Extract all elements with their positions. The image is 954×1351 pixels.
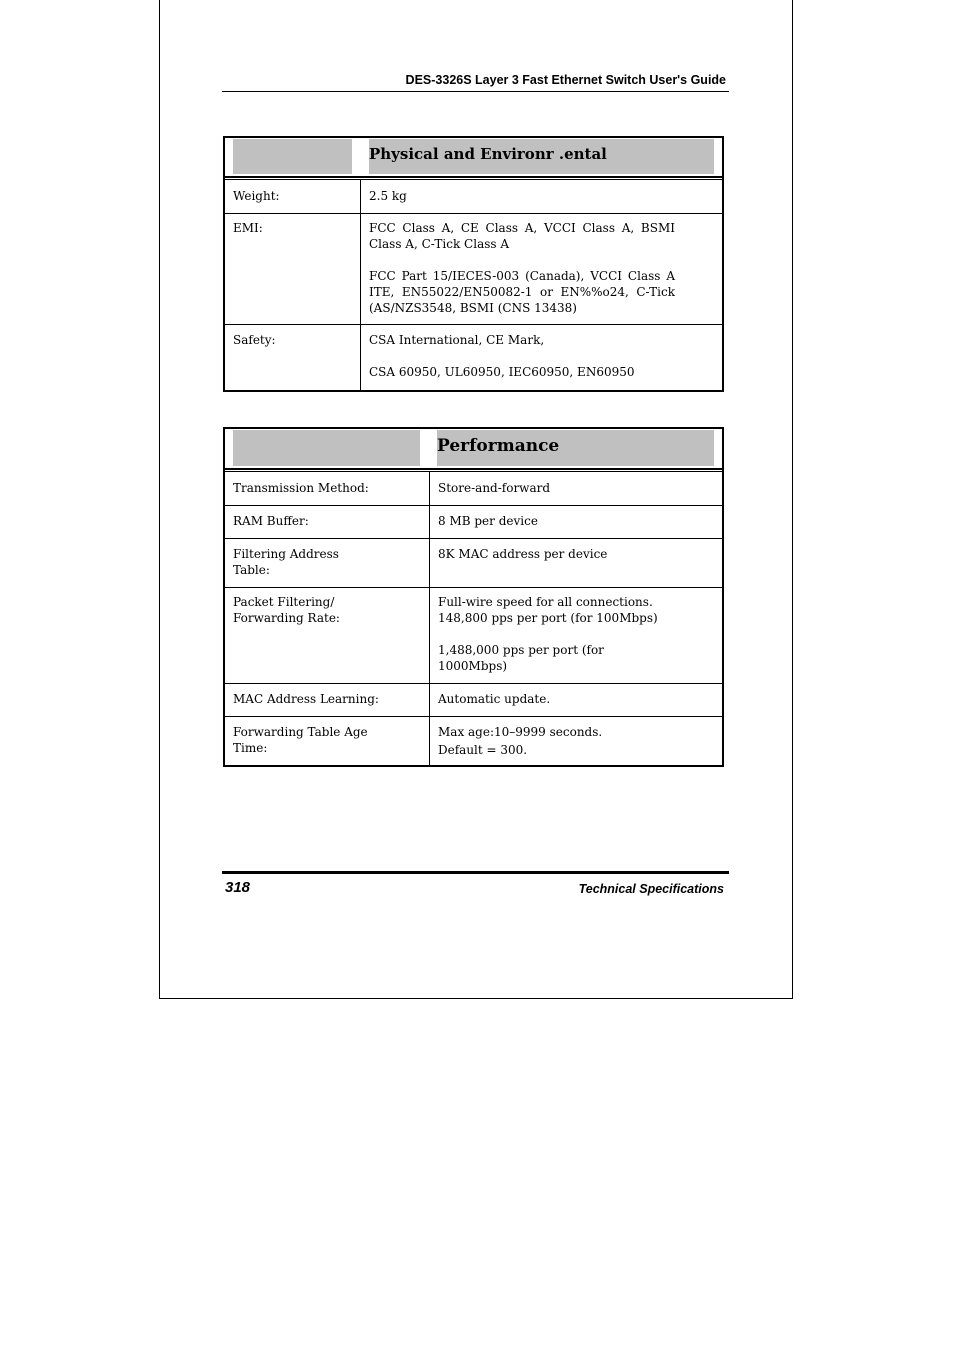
weight-value: 2.5 kg	[369, 189, 407, 203]
performance-row-divider	[225, 587, 722, 588]
performance-title: Performance	[437, 436, 560, 456]
performance-row-divider	[225, 683, 722, 684]
forwarding-table-age-label: Forwarding Table Age Time:	[233, 725, 368, 755]
emi-label: EMI:	[233, 221, 263, 235]
performance-row-divider	[225, 505, 722, 506]
header-rule	[222, 91, 729, 92]
emi-value-2: FCC Part 15/IECES-003 (Canada), VCCI Class A ITE, EN55022/EN50082-1 or EN%%o24, C-Tick (AS/NZS3548, BSMI (CNS 13438)	[369, 269, 675, 315]
performance-column-divider	[429, 472, 430, 765]
performance-header-rule	[225, 468, 722, 470]
transmission-method-value: Store-and-forward	[438, 481, 551, 495]
packet-filtering-value-2: 1,488,000 pps per port (for 1000Mbps)	[438, 643, 604, 673]
filtering-address-table-value: 8K MAC address per device	[438, 547, 608, 561]
forwarding-table-age-value: Max age:10–9999 seconds.	[438, 725, 603, 739]
packet-filtering-value: Full-wire speed for all connections. 148,800 pps per port (for 100Mbps)	[438, 595, 658, 625]
physical-title: Physical and Environr .ental	[369, 145, 607, 163]
forwarding-table-age-value-2: Default = 300.	[438, 743, 528, 757]
filtering-address-table-label: Filtering Address Table:	[233, 547, 339, 577]
ram-buffer-value: 8 MB per device	[438, 514, 538, 528]
physical-table-border	[223, 136, 724, 392]
footer-rule	[222, 871, 729, 874]
performance-header-gap	[420, 430, 437, 466]
physical-header-gap	[352, 139, 369, 174]
ram-buffer-label: RAM Buffer:	[233, 514, 309, 528]
mac-address-learning-value: Automatic update.	[438, 692, 551, 706]
packet-filtering-label: Packet Filtering/ Forwarding Rate:	[233, 595, 340, 625]
mac-address-learning-label: MAC Address Learning:	[233, 692, 379, 706]
physical-row-divider	[225, 324, 722, 325]
emi-value: FCC Class A, CE Class A, VCCI Class A, BSMI Class A, C-Tick Class A	[369, 221, 675, 251]
physical-header-rule-2	[225, 179, 722, 180]
transmission-method-label: Transmission Method:	[233, 481, 369, 495]
performance-header-rule-2	[225, 471, 722, 472]
safety-value-2: CSA 60950, UL60950, IEC60950, EN60950	[369, 365, 635, 379]
physical-header-rule	[225, 176, 722, 178]
physical-row-divider	[225, 213, 722, 214]
performance-row-divider	[225, 538, 722, 539]
page-number: 318	[225, 879, 251, 896]
running-header: DES-3326S Layer 3 Fast Ethernet Switch User's Guide	[405, 73, 726, 87]
physical-column-divider	[360, 180, 361, 390]
safety-label: Safety:	[233, 333, 276, 347]
performance-row-divider	[225, 716, 722, 717]
footer-section-title: Technical Specifications	[578, 882, 724, 896]
page-top-edge	[159, 0, 795, 1]
safety-value: CSA International, CE Mark,	[369, 333, 545, 347]
weight-label: Weight:	[233, 189, 280, 203]
